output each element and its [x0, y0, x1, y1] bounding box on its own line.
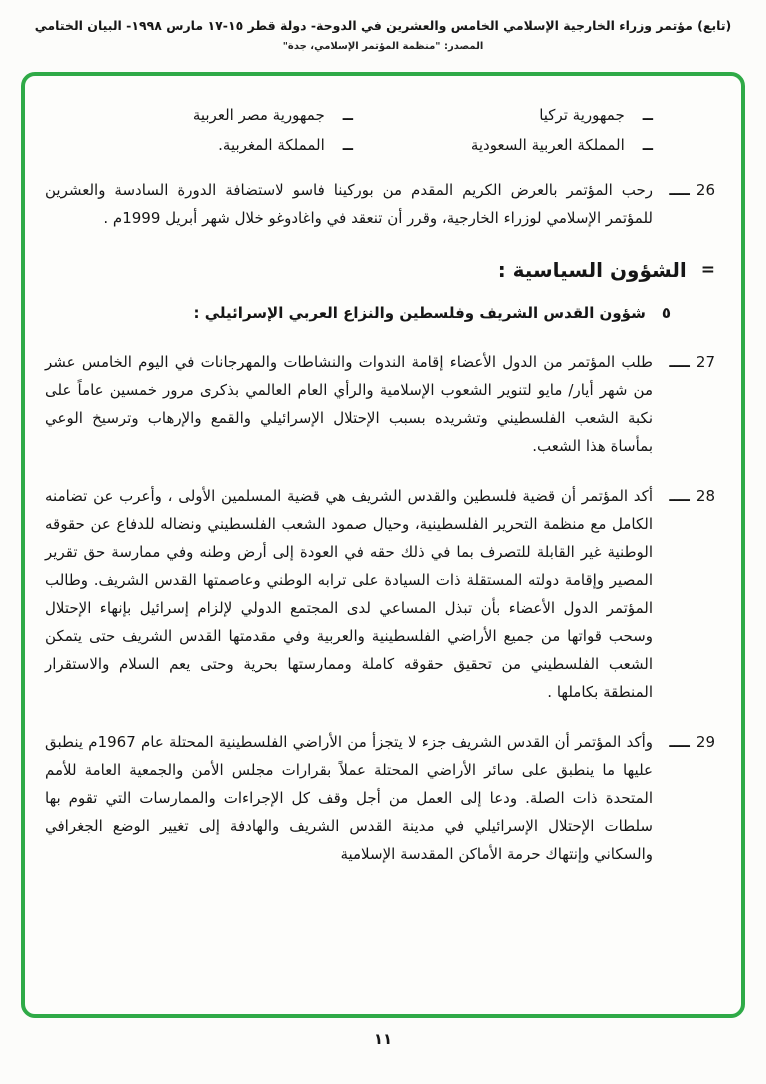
country-name: المملكة العربية السعودية: [470, 136, 625, 154]
clause-number: 26: [695, 181, 715, 199]
country-item-morocco: [45, 136, 353, 154]
clause-26-text: رحب المؤتمر بالعرض الكريم المقدم من بوركينا فاسو لاستضافة الدورة السادسة والعشرين للمؤتمر الإسلامي لوزراء الخارجية، وقرر أن تنعقد في واغادوغو خلال شهر أبريل 1999م .: [45, 181, 653, 227]
dash-mark: ــ: [642, 106, 653, 124]
clause-28: [45, 482, 715, 706]
green-border-frame: [21, 72, 745, 1018]
clause-29: [45, 728, 715, 868]
section-heading-political-affairs: [45, 258, 715, 282]
page-number: ١١: [373, 1030, 393, 1048]
subsection-title: شؤون القدس الشريف وفلسطين والنزاع العربي الإسرائيلي :: [193, 304, 646, 322]
country-item-saudi-arabia: [353, 136, 653, 154]
dash-mark: ــــ: [669, 733, 690, 751]
country-item-egypt: [45, 106, 353, 124]
country-name: المملكة المغربية.: [218, 136, 325, 154]
clause-29-text: وأكد المؤتمر أن القدس الشريف جزء لا يتجزأ من الأراضي الفلسطينية المحتلة عام 1967م ينطبق عليها ما ينطبق على سائر الأراضي المحتلة عملاً بقرارات مجلس الأمن والجمعية العامة للأمم المتحدة ذات الصلة. ودعا إلى العمل من أجل وقف كل الإجراءات والممارسات التي تقوم بها سلطات الإحتلال الإسرائيلي في مدينة القدس الشريف والهادفة إلى تغيير الوضع الجغرافي والسكاني وإنتهاك حرمة الأماكن المقدسة الإسلامية: [45, 733, 653, 863]
clause-26: [45, 176, 715, 232]
clause-27-text: طلب المؤتمر من الدول الأعضاء إقامة الندوات والنشاطات والمهرجانات في اليوم الخامس عشر من شهر أيار/ مايو لتنوير الشعوب الإسلامية والرأي العام العالمي بذكرى مرور خمسين عاماً على نكبة الشعب الفلسطيني وتشريده بسبب الإحتلال الإسرائيلي والقمع والإرهاب وترسيخ الوعي بمأساة هذا الشعب.: [45, 353, 653, 455]
dash-mark: ــــ: [669, 181, 690, 199]
section-title: الشؤون السياسية :: [497, 258, 687, 282]
clause-number: 29: [695, 733, 715, 751]
dash-mark: ــــ: [669, 353, 690, 371]
clause-27: [45, 348, 715, 460]
document-header: [0, 18, 766, 52]
clause-26-number-cell: [653, 176, 715, 232]
clause-number: 28: [695, 487, 715, 505]
clause-28-number-cell: [653, 482, 715, 706]
dash-mark: ــــ: [669, 487, 690, 505]
section-marker: =: [700, 260, 715, 280]
country-list: [45, 106, 715, 154]
dash-mark: ــ: [342, 106, 353, 124]
subsection-heading-jerusalem-palestine: [45, 300, 715, 326]
clause-number: 27: [695, 353, 715, 371]
country-item-turkey: [353, 106, 653, 124]
subsection-marker: ٥: [661, 304, 671, 322]
header-conference-title: (تابع) مؤتمر وزراء الخارجية الإسلامي الخامس والعشرين في الدوحة- دولة قطر ١٥-١٧ مارس ١٩٩٨- البيان الختامي: [34, 18, 732, 33]
clause-27-number-cell: [653, 348, 715, 460]
country-name: جمهورية مصر العربية: [192, 106, 325, 124]
dash-mark: ــ: [342, 136, 353, 154]
dash-mark: ــ: [642, 136, 653, 154]
clause-28-text: أكد المؤتمر أن قضية فلسطين والقدس الشريف هي قضية المسلمين الأولى ، وأعرب عن تضامنه الكامل مع منظمة التحرير الفلسطينية، وحيال صمود الشعب الفلسطيني ونضاله للدفاع عن حقوقه الوطنية غير القابلة للتصرف بما في ذلك حقه في العودة إلى أرض وطنه وفي ممارسة حق تقرير المصير وإقامة دولته المستقلة ذات السيادة على ترابه الوطني وعاصمتها القدس الشريف. وطالب المؤتمر الدول الأعضاء بأن تبذل المساعي لدى المجتمع الدولي لإلزام إسرائيل بإنهاء الإحتلال وسحب قواتها من جميع الأراضي الفلسطينية والعربية وفي مقدمتها القدس الشريف حتى يتمكن الشعب الفلسطيني من تحقيق حقوقه كاملة وممارستها بحرية وحتى يعم السلام والاستقرار المنطقة بكاملها .: [45, 487, 653, 701]
clause-29-number-cell: [653, 728, 715, 868]
country-name: جمهورية تركيا: [539, 106, 625, 124]
header-source-line: المصدر: "منظمة المؤتمر الإسلامي، جدة": [282, 41, 484, 52]
